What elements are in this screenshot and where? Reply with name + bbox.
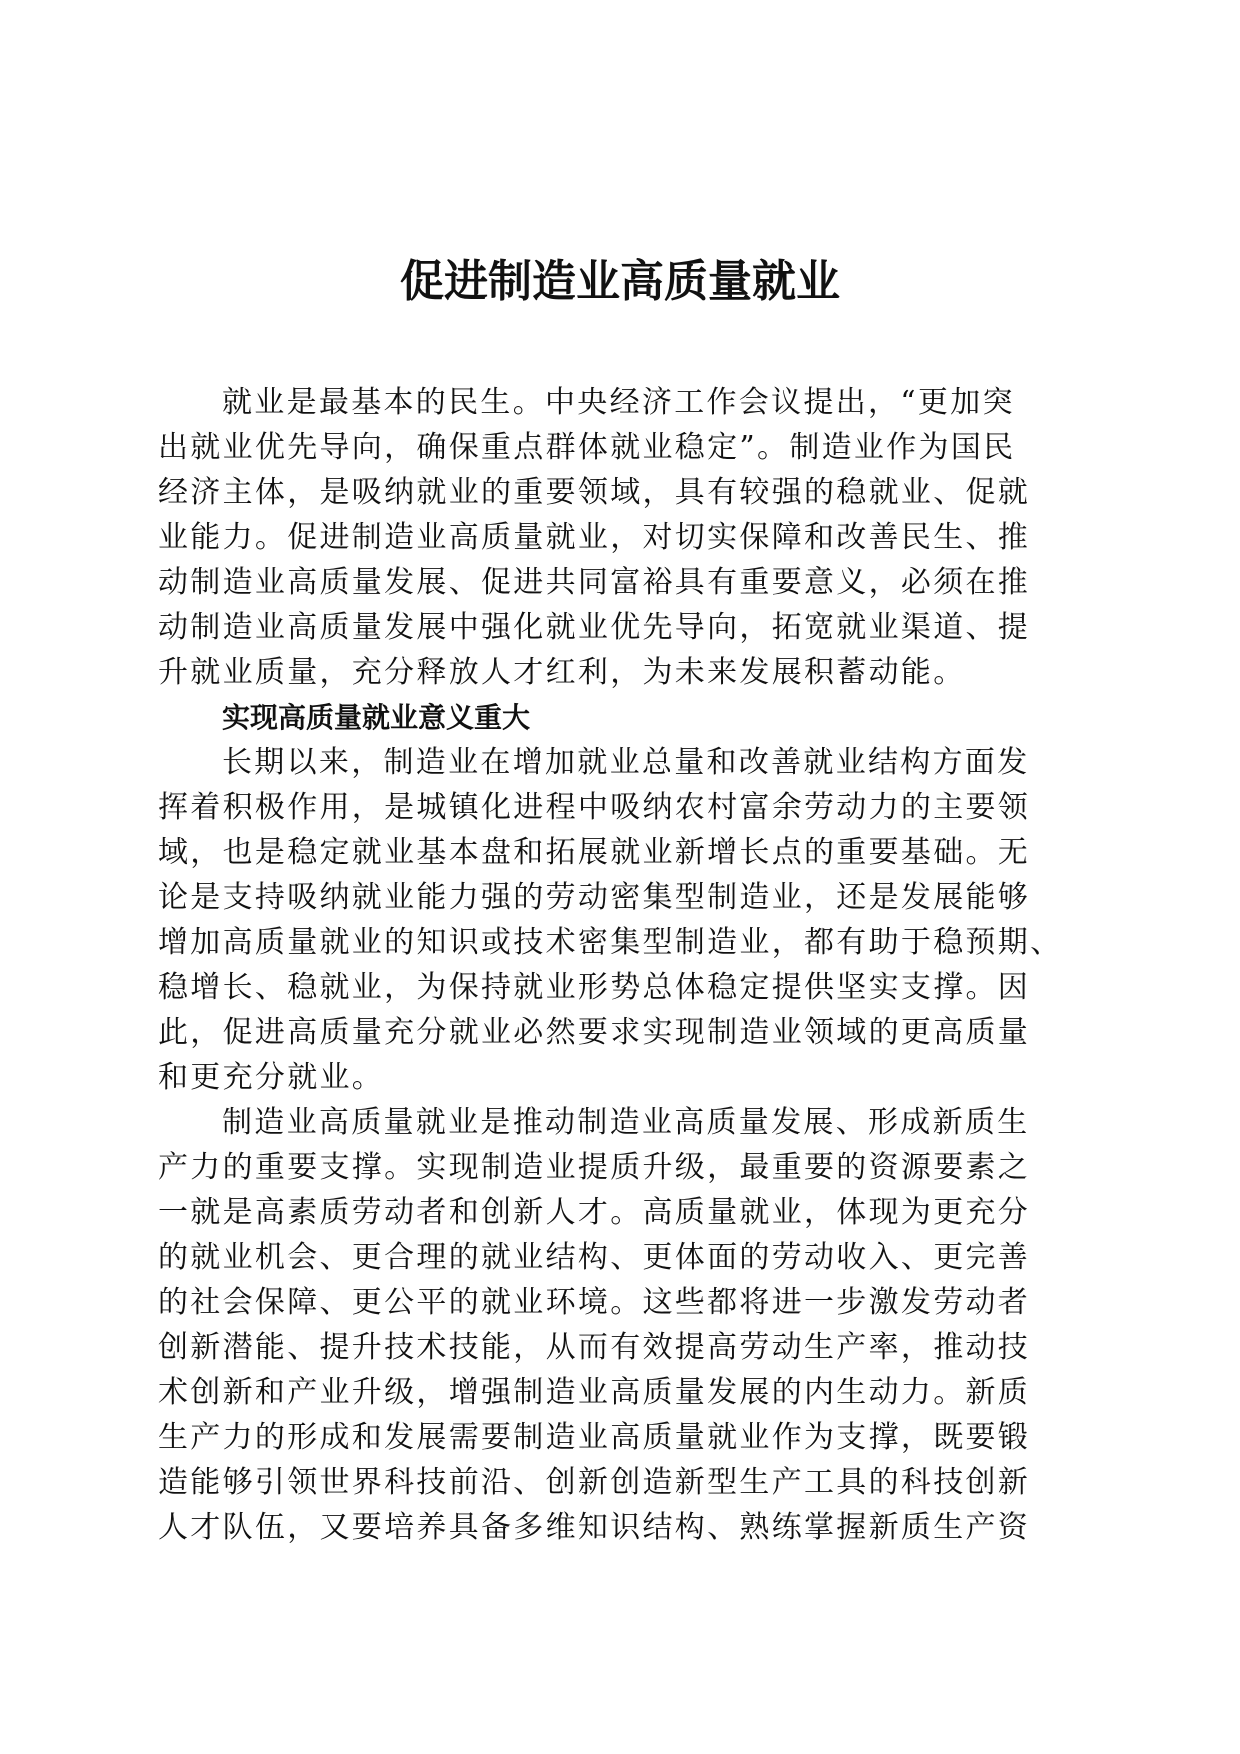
paragraph-line: 域，也是稳定就业基本盘和拓展就业新增长点的重要基础。无 xyxy=(158,835,1031,870)
paragraph-line: 就业是最基本的民生。中央经济工作会议提出，“更加突 xyxy=(222,385,1015,420)
paragraph-line: 升就业质量，充分释放人才红利，为未来发展积蓄动能。 xyxy=(158,655,966,690)
paragraph-line: 动制造业高质量发展、促进共同富裕具有重要意义，必须在推 xyxy=(158,565,1031,600)
paragraph-line: 人才队伍，又要培养具备多维知识结构、熟练掌握新质生产资 xyxy=(158,1510,1031,1545)
paragraph-line: 动制造业高质量发展中强化就业优先导向，拓宽就业渠道、提 xyxy=(158,610,1031,645)
paragraph-line: 出就业优先导向，确保重点群体就业稳定”。制造业作为国民 xyxy=(158,430,1016,465)
paragraph-line: 和更充分就业。 xyxy=(158,1060,385,1095)
section-heading: 实现高质量就业意义重大 xyxy=(222,701,531,734)
paragraph-line: 的社会保障、更公平的就业环境。这些都将进一步激发劳动者 xyxy=(158,1285,1031,1320)
paragraph-line: 造能够引领世界科技前沿、创新创造新型生产工具的科技创新 xyxy=(158,1465,1031,1500)
paragraph-line: 经济主体，是吸纳就业的重要领域，具有较强的稳就业、促就 xyxy=(158,475,1031,510)
paragraph-line: 生产力的形成和发展需要制造业高质量就业作为支撑，既要锻 xyxy=(158,1420,1031,1455)
paragraph-line: 增加高质量就业的知识或技术密集型制造业，都有助于稳预期、 xyxy=(158,925,1063,960)
paragraph-line: 论是支持吸纳就业能力强的劳动密集型制造业，还是发展能够 xyxy=(158,880,1031,915)
paragraph-line: 创新潜能、提升技术技能，从而有效提高劳动生产率，推动技 xyxy=(158,1330,1031,1365)
document-title: 促进制造业高质量就业 xyxy=(400,256,840,307)
paragraph-line: 制造业高质量就业是推动制造业高质量发展、形成新质生 xyxy=(222,1105,1030,1140)
paragraph-line: 业能力。促进制造业高质量就业，对切实保障和改善民生、推 xyxy=(158,520,1031,555)
paragraph-line: 一就是高素质劳动者和创新人才。高质量就业，体现为更充分 xyxy=(158,1195,1031,1230)
paragraph-line: 的就业机会、更合理的就业结构、更体面的劳动收入、更完善 xyxy=(158,1240,1031,1275)
paragraph-line: 此，促进高质量充分就业必然要求实现制造业领域的更高质量 xyxy=(158,1015,1031,1050)
paragraph-line: 术创新和产业升级，增强制造业高质量发展的内生动力。新质 xyxy=(158,1375,1031,1410)
paragraph-line: 长期以来，制造业在增加就业总量和改善就业结构方面发 xyxy=(222,745,1030,780)
paragraph-line: 产力的重要支撑。实现制造业提质升级，最重要的资源要素之 xyxy=(158,1150,1031,1185)
paragraph-line: 挥着积极作用，是城镇化进程中吸纳农村富余劳动力的主要领 xyxy=(158,790,1031,825)
document-body xyxy=(158,380,1118,1550)
paragraph-line: 稳增长、稳就业，为保持就业形势总体稳定提供坚实支撑。因 xyxy=(158,970,1031,1005)
